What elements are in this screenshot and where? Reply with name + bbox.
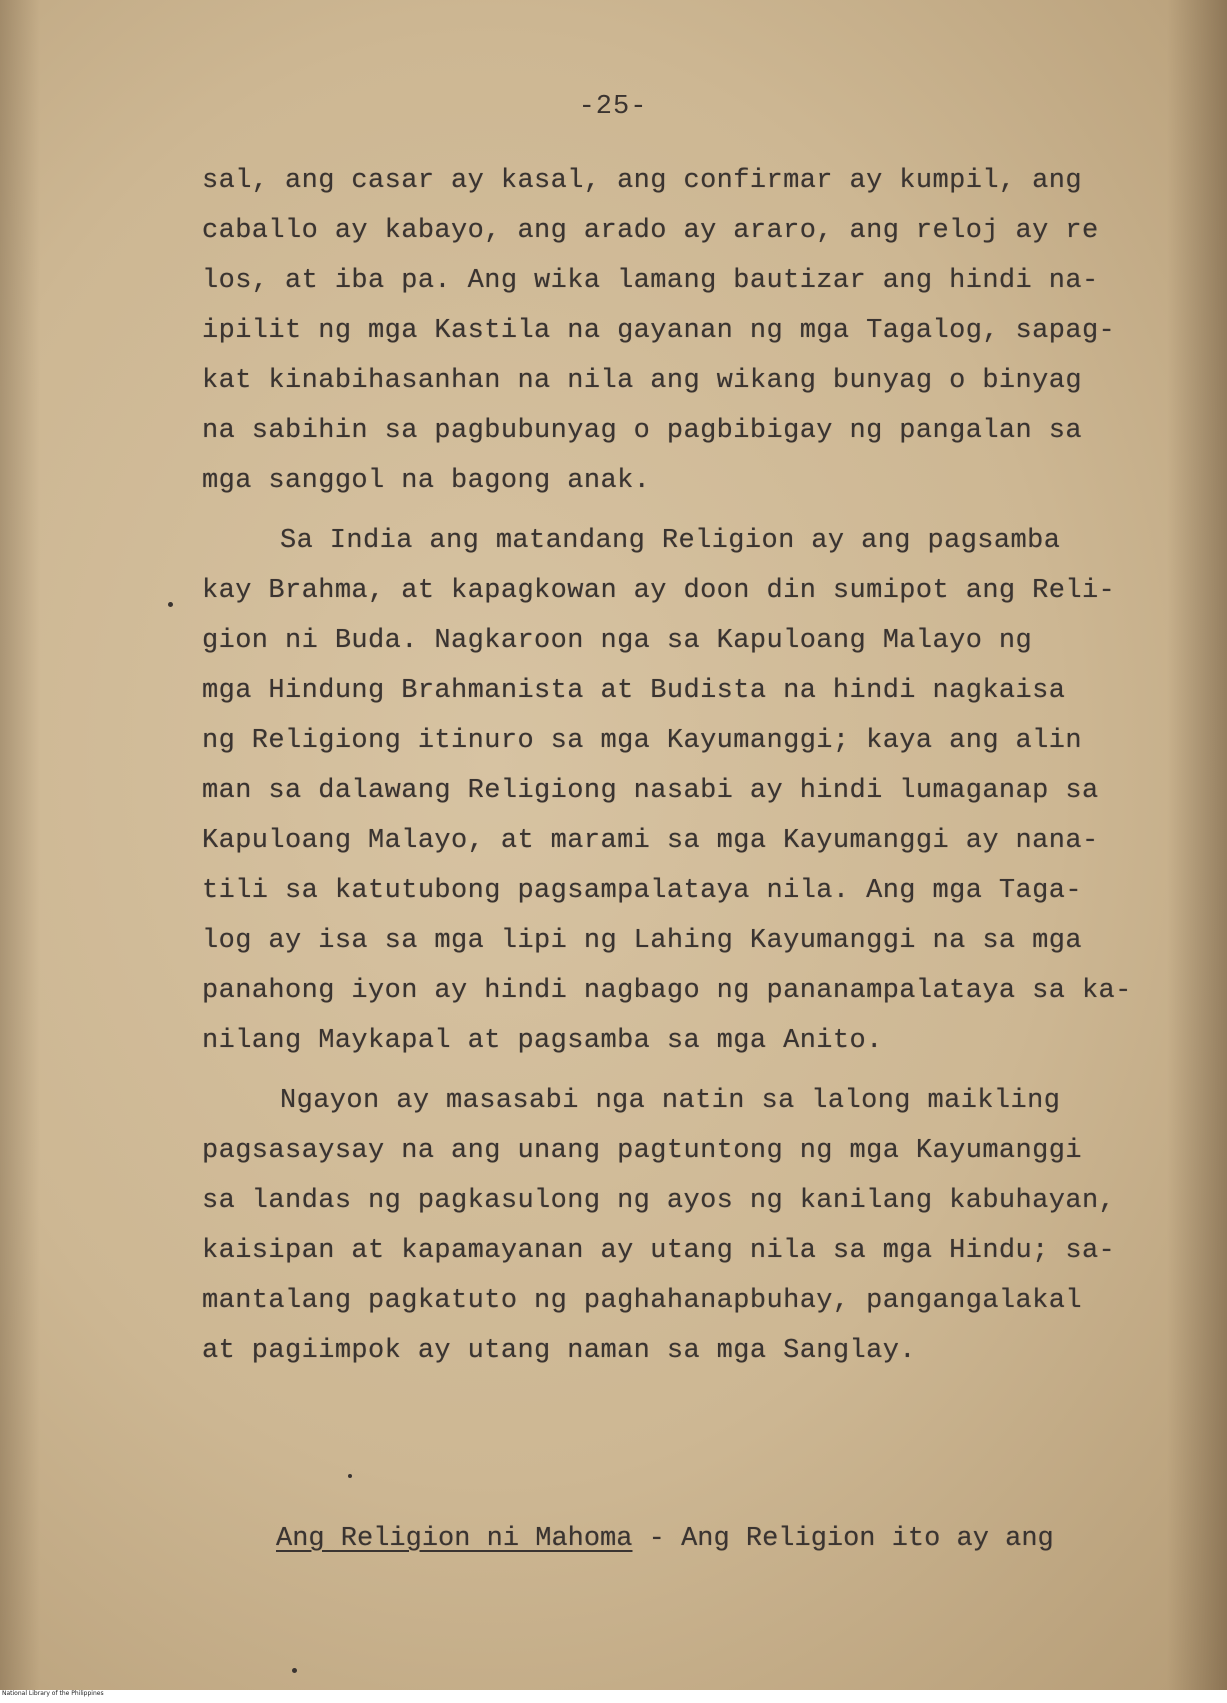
text-line: Ngayon ay masasabi nga natin sa lalong maikling — [280, 1086, 1061, 1116]
text-line: ng Religiong itinuro sa mga Kayumanggi; kaya ang alin — [202, 726, 1082, 756]
text-line: log ay isa sa mga lipi ng Lahing Kayumanggi na sa mga — [202, 926, 1082, 956]
text-line: sal, ang casar ay kasal, ang confirmar ay kumpil, ang — [202, 166, 1082, 196]
text-line: Sa India ang matandang Religion ay ang pagsamba — [280, 526, 1061, 556]
text-line: mga Hindung Brahmanista at Budista na hindi nagkaisa — [202, 676, 1066, 706]
text-line: sa landas ng pagkasulong ng ayos ng kanilang kabuhayan, — [202, 1186, 1116, 1216]
ink-speck — [292, 1668, 297, 1673]
text-line: at pagiimpok ay utang naman sa mga Sanglay. — [202, 1336, 916, 1366]
text-line: kat kinabihasanhan na nila ang wikang bunyag o binyag — [202, 366, 1082, 396]
text-line: kaisipan at kapamayanan ay utang nila sa mga Hindu; sa- — [202, 1236, 1116, 1266]
section-heading-rest: - Ang Religion ito ay ang — [632, 1524, 1054, 1554]
text-line: kay Brahma, at kapagkowan ay doon din sumipot ang Reli- — [202, 576, 1116, 606]
footer-bar — [0, 1690, 1227, 1703]
text-line: panahong iyon ay hindi nagbago ng pananampalataya sa ka- — [202, 976, 1132, 1006]
ink-speck — [168, 602, 173, 607]
text-line: nilang Maykapal at pagsamba sa mga Anito. — [202, 1026, 883, 1056]
page-number: -25- — [578, 92, 648, 122]
section-heading — [276, 1522, 1054, 1556]
ink-speck — [348, 1474, 352, 1478]
text-line: ipilit ng mga Kastila na gayanan ng mga Tagalog, sapag- — [202, 316, 1116, 346]
text-line: tili sa katutubong pagsampalataya nila. Ang mga Taga- — [202, 876, 1082, 906]
footer-credit: National Library of the Philippines — [2, 1690, 104, 1697]
text-line: pagsasaysay na ang unang pagtuntong ng mga Kayumanggi — [202, 1136, 1082, 1166]
text-line: na sabihin sa pagbubunyag o pagbibigay ng pangalan sa — [202, 416, 1082, 446]
text-line: caballo ay kabayo, ang arado ay araro, ang reloj ay re — [202, 216, 1099, 246]
text-line: man sa dalawang Religiong nasabi ay hindi lumaganap sa — [202, 776, 1099, 806]
text-line: gion ni Buda. Nagkaroon nga sa Kapuloang Malayo ng — [202, 626, 1033, 656]
text-line: mga sanggol na bagong anak. — [202, 466, 651, 496]
text-line: mantalang pagkatuto ng paghahanapbuhay, pangangalakal — [202, 1286, 1082, 1316]
text-line: Kapuloang Malayo, at marami sa mga Kayumanggi ay nana- — [202, 826, 1099, 856]
text-line: los, at iba pa. Ang wika lamang bautizar ang hindi na- — [202, 266, 1099, 296]
section-heading-title: Ang Religion ni Mahoma — [276, 1524, 633, 1554]
